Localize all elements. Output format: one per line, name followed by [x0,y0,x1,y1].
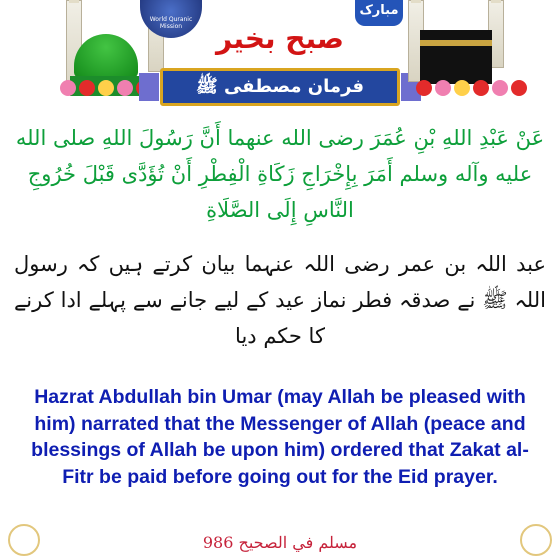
farman-banner: فرمان مصطفی ﷺ [160,68,400,106]
flowers-right [416,80,527,106]
kaaba-image [420,30,492,84]
corner-ornament-right [520,524,552,556]
mubarak-badge: مبارک [355,0,403,26]
hadith-english-text: Hazrat Abdullah bin Umar (may Allah be pleased with him) narrated that the Messenger of Allah (peace and blessings of Allah be upon him) ordered that Zakat al-Fitr be paid before going out for the Eid prayer. [31,386,529,488]
corner-ornament-left [8,524,40,556]
green-dome-image [74,34,138,78]
hadith-arabic-text: عَنْ عَبْدِ اللهِ بْنِ عُمَرَ رضی الله عنهما أَنَّ رَسُولَ اللهِ صلی الله علیه وآله وسلم أَمَرَ بِإِخْرَاجِ زَكَاةِ الْفِطْرِ أَنْ تُؤَدَّى قَبْلَ خُرُوجِ النَّاسِ إِلَى الصَّلَاةِ [15,126,545,222]
page-title: صبح بخیر [216,22,344,55]
header [0,0,560,118]
world-quranic-mission-logo: World Quranic Mission [140,0,202,38]
hadith-urdu-text: عبد اللہ بن عمر رضی اللہ عنہما بیان کرتے ہیں کہ رسول اللہ ﷺ نے صدقہ فطر نماز عید کے لیے جانے سے پہلے ادا کرنے کا حکم دیا [14,252,546,348]
hadith-reference: مسلم في الصحيح 986 [202,533,358,552]
